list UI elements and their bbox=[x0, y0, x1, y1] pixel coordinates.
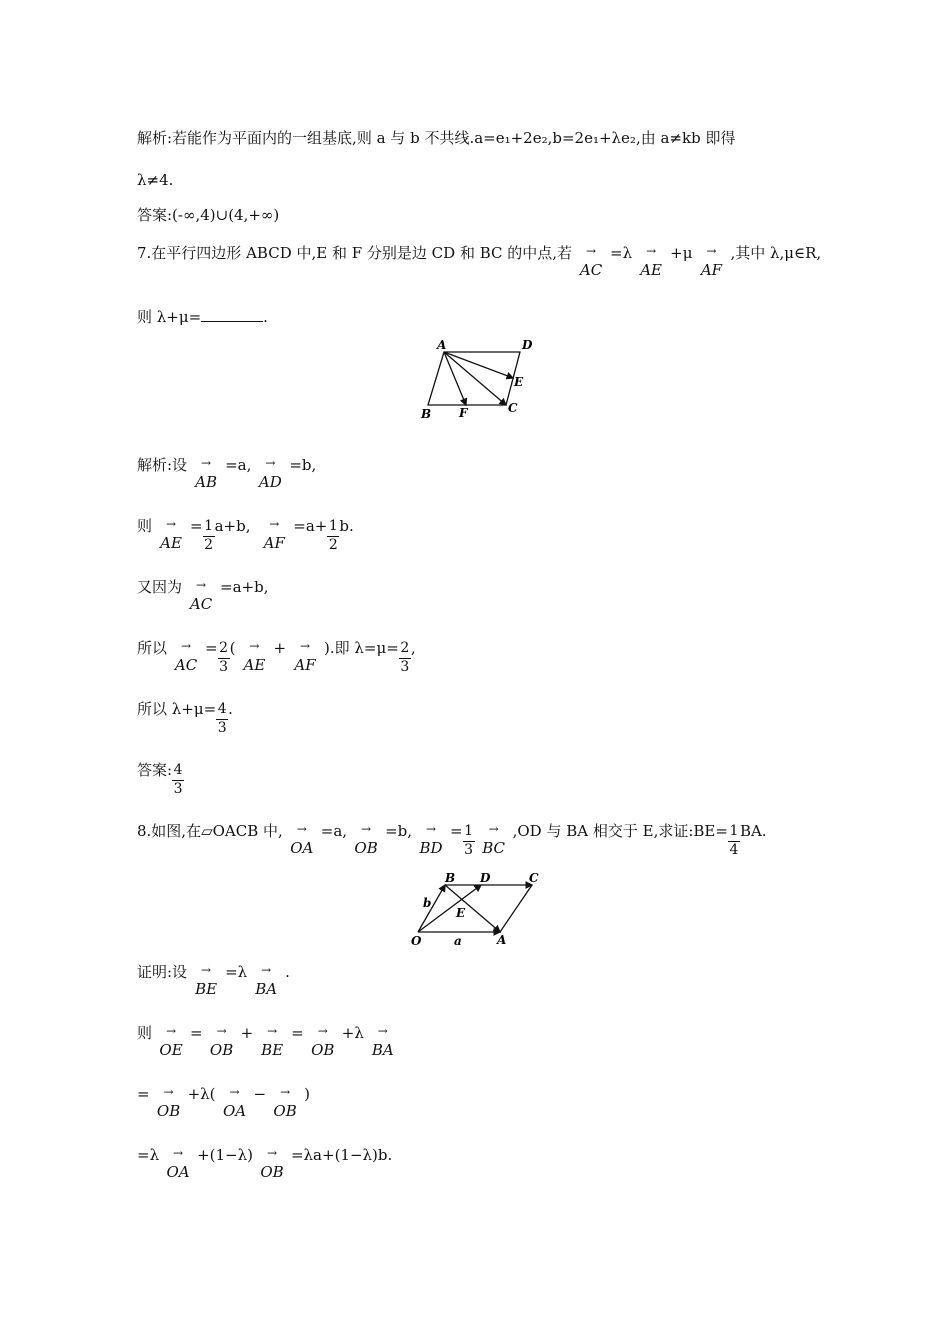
sol-eq-b: =b, bbox=[289, 456, 317, 474]
proof-8-line-2 bbox=[137, 1023, 402, 1059]
label-f: F bbox=[459, 406, 468, 420]
proof-8-line-3 bbox=[137, 1084, 310, 1120]
vector-ad: → AD bbox=[258, 456, 282, 491]
label-c: C bbox=[529, 871, 539, 885]
answer-7 bbox=[137, 760, 184, 797]
label-c: C bbox=[508, 401, 518, 415]
vector-af-line bbox=[444, 352, 466, 405]
also: 又因为 bbox=[137, 578, 183, 596]
eq-lambda: =λ bbox=[137, 1146, 160, 1164]
vector-ob: → OB bbox=[311, 1024, 335, 1059]
label-a: A bbox=[497, 933, 507, 947]
parallelogram-oacb-figure bbox=[408, 866, 548, 950]
fraction-one-half: $\frac{1}{2}$ bbox=[204, 518, 214, 553]
fraction-one-half: $\frac{1}{2}$ bbox=[328, 518, 338, 553]
eq-lambda: =λ bbox=[225, 963, 248, 981]
proof-8-line-4 bbox=[137, 1145, 393, 1181]
vector-ob: → OB bbox=[260, 1146, 284, 1181]
eq-a: =a, bbox=[320, 822, 348, 840]
vector-ae: → AE bbox=[160, 517, 182, 552]
vector-ae: → AE bbox=[640, 244, 663, 279]
ask-end: . bbox=[263, 308, 268, 326]
vector-ae-line bbox=[444, 352, 513, 378]
question-8-text: 8.如图,在▱OACB 中, bbox=[137, 822, 283, 840]
fraction-one-third: $\frac{1}{3}$ bbox=[464, 823, 474, 858]
label-e: E bbox=[456, 906, 466, 920]
label-vec-a: a bbox=[454, 934, 462, 948]
vector-ac: → AC bbox=[174, 639, 198, 674]
proof-set: 证明:设 bbox=[137, 963, 188, 981]
label-o: O bbox=[411, 934, 422, 948]
fraction-two-thirds: $\frac{2}{3}$ bbox=[219, 640, 229, 675]
sol-set: 解析:设 bbox=[137, 456, 188, 474]
label-d: D bbox=[480, 871, 491, 885]
edge-ca bbox=[500, 885, 532, 932]
eq-b: =b, bbox=[385, 822, 413, 840]
proof-8-line-1 bbox=[137, 962, 290, 998]
fraction-two-thirds: $\frac{2}{3}$ bbox=[400, 640, 410, 675]
answer-label: 答案: bbox=[137, 761, 173, 779]
result: =λa+(1−λ)b. bbox=[290, 1146, 393, 1164]
vector-ae: → AE bbox=[243, 639, 266, 674]
comma: , bbox=[410, 639, 416, 657]
vector-ob: → OB bbox=[156, 1085, 181, 1120]
plus: + bbox=[240, 1024, 254, 1042]
paren-close: ).即 λ=μ= bbox=[324, 639, 399, 657]
vector-oe: → OE bbox=[159, 1024, 183, 1059]
vector-be: → BE bbox=[195, 963, 218, 998]
label-b: B bbox=[445, 871, 456, 885]
question-8-mid: ,OD 与 BA 相交于 E,求证:BE= bbox=[512, 822, 728, 840]
ae-rest: a+b, bbox=[214, 517, 251, 535]
vector-oa: → OA bbox=[290, 822, 314, 857]
af-eq: =a+ bbox=[293, 517, 328, 535]
sol-eq-a: =a, bbox=[225, 456, 252, 474]
question-7-tail: ,其中 λ,μ∈R, bbox=[730, 244, 822, 262]
vector-ba: → BA bbox=[255, 963, 278, 998]
then: 则 bbox=[137, 517, 153, 535]
period: . bbox=[228, 700, 233, 718]
minus: − bbox=[253, 1085, 267, 1103]
plus-lambda-paren: +λ( bbox=[187, 1085, 216, 1103]
vector-af: → AF bbox=[700, 244, 723, 279]
label-e: E bbox=[514, 375, 524, 389]
ac-eq: =a+b, bbox=[220, 578, 269, 596]
eq: = bbox=[190, 1024, 203, 1042]
question-7-text: 7.在平行四边形 ABCD 中,E 和 F 分别是边 CD 和 BC 的中点,若 bbox=[137, 244, 573, 262]
vector-ab: → AB bbox=[195, 456, 217, 491]
paren-close: ) bbox=[304, 1085, 310, 1103]
vector-ac-line bbox=[444, 352, 506, 405]
label-b: B bbox=[421, 407, 432, 421]
eq: = bbox=[190, 517, 203, 535]
vector-bd: → BD bbox=[419, 822, 443, 857]
question-8-end: BA. bbox=[739, 822, 767, 840]
vector-ob: → OB bbox=[273, 1085, 297, 1120]
vector-ba: → BA bbox=[371, 1024, 394, 1059]
vector-oa: → OA bbox=[222, 1085, 247, 1120]
eq-third: = bbox=[450, 822, 463, 840]
eq: = bbox=[205, 639, 218, 657]
vector-ob: → OB bbox=[354, 822, 378, 857]
then: 则 bbox=[137, 1024, 153, 1042]
label-a: A bbox=[437, 338, 447, 352]
vector-ac: → AC bbox=[579, 244, 603, 279]
parallelogram-abcd-figure bbox=[410, 336, 540, 426]
answer-6: 答案:(-∞,4)∪(4,+∞) bbox=[137, 206, 280, 224]
label-d: D bbox=[522, 338, 533, 352]
so: 所以 bbox=[137, 639, 168, 657]
vector-af: → AF bbox=[294, 639, 316, 674]
so2: 所以 λ+μ= bbox=[137, 700, 217, 718]
question-8 bbox=[137, 821, 767, 858]
period: . bbox=[285, 963, 290, 981]
solution-7-line-2 bbox=[137, 516, 354, 553]
solution-7-line-5 bbox=[137, 699, 233, 736]
fraction-four-thirds: $\frac{4}{3}$ bbox=[173, 762, 183, 797]
af-rest: b. bbox=[339, 517, 354, 535]
vector-ac: → AC bbox=[189, 578, 213, 613]
fraction-four-thirds: $\frac{4}{3}$ bbox=[217, 701, 227, 736]
vector-be: → BE bbox=[261, 1024, 284, 1059]
vector-af: → AF bbox=[263, 517, 285, 552]
vector-oa: → OA bbox=[166, 1146, 190, 1181]
analysis-line-1: 解析:若能作为平面内的一组基底,则 a 与 b 不共线.a=e₁+2e₂,b=2e₁+λe₂,由 a≠kb 即得 bbox=[137, 129, 736, 147]
ask-text: 则 λ+μ= bbox=[137, 308, 202, 326]
paren-open: ( bbox=[229, 639, 236, 657]
vector-bc: → BC bbox=[482, 822, 505, 857]
eq: = bbox=[291, 1024, 304, 1042]
solution-7-line-3 bbox=[137, 577, 269, 613]
solution-7-line-1 bbox=[137, 455, 317, 491]
answer-blank bbox=[201, 307, 263, 322]
solution-7-line-4 bbox=[137, 638, 416, 675]
plus-mu: +μ bbox=[670, 244, 693, 262]
eq: = bbox=[137, 1085, 150, 1103]
question-7 bbox=[137, 243, 822, 279]
fraction-one-fourth: $\frac{1}{4}$ bbox=[729, 823, 739, 858]
eq-lambda: =λ bbox=[610, 244, 633, 262]
one-minus-lambda: +(1−λ) bbox=[197, 1146, 253, 1164]
label-vec-b: b bbox=[423, 896, 432, 910]
plus-lambda: +λ bbox=[341, 1024, 364, 1042]
plus: + bbox=[273, 639, 287, 657]
question-7-ask bbox=[137, 307, 268, 327]
vector-ob: → OB bbox=[209, 1024, 234, 1059]
analysis-line-2: λ≠4. bbox=[137, 171, 174, 189]
